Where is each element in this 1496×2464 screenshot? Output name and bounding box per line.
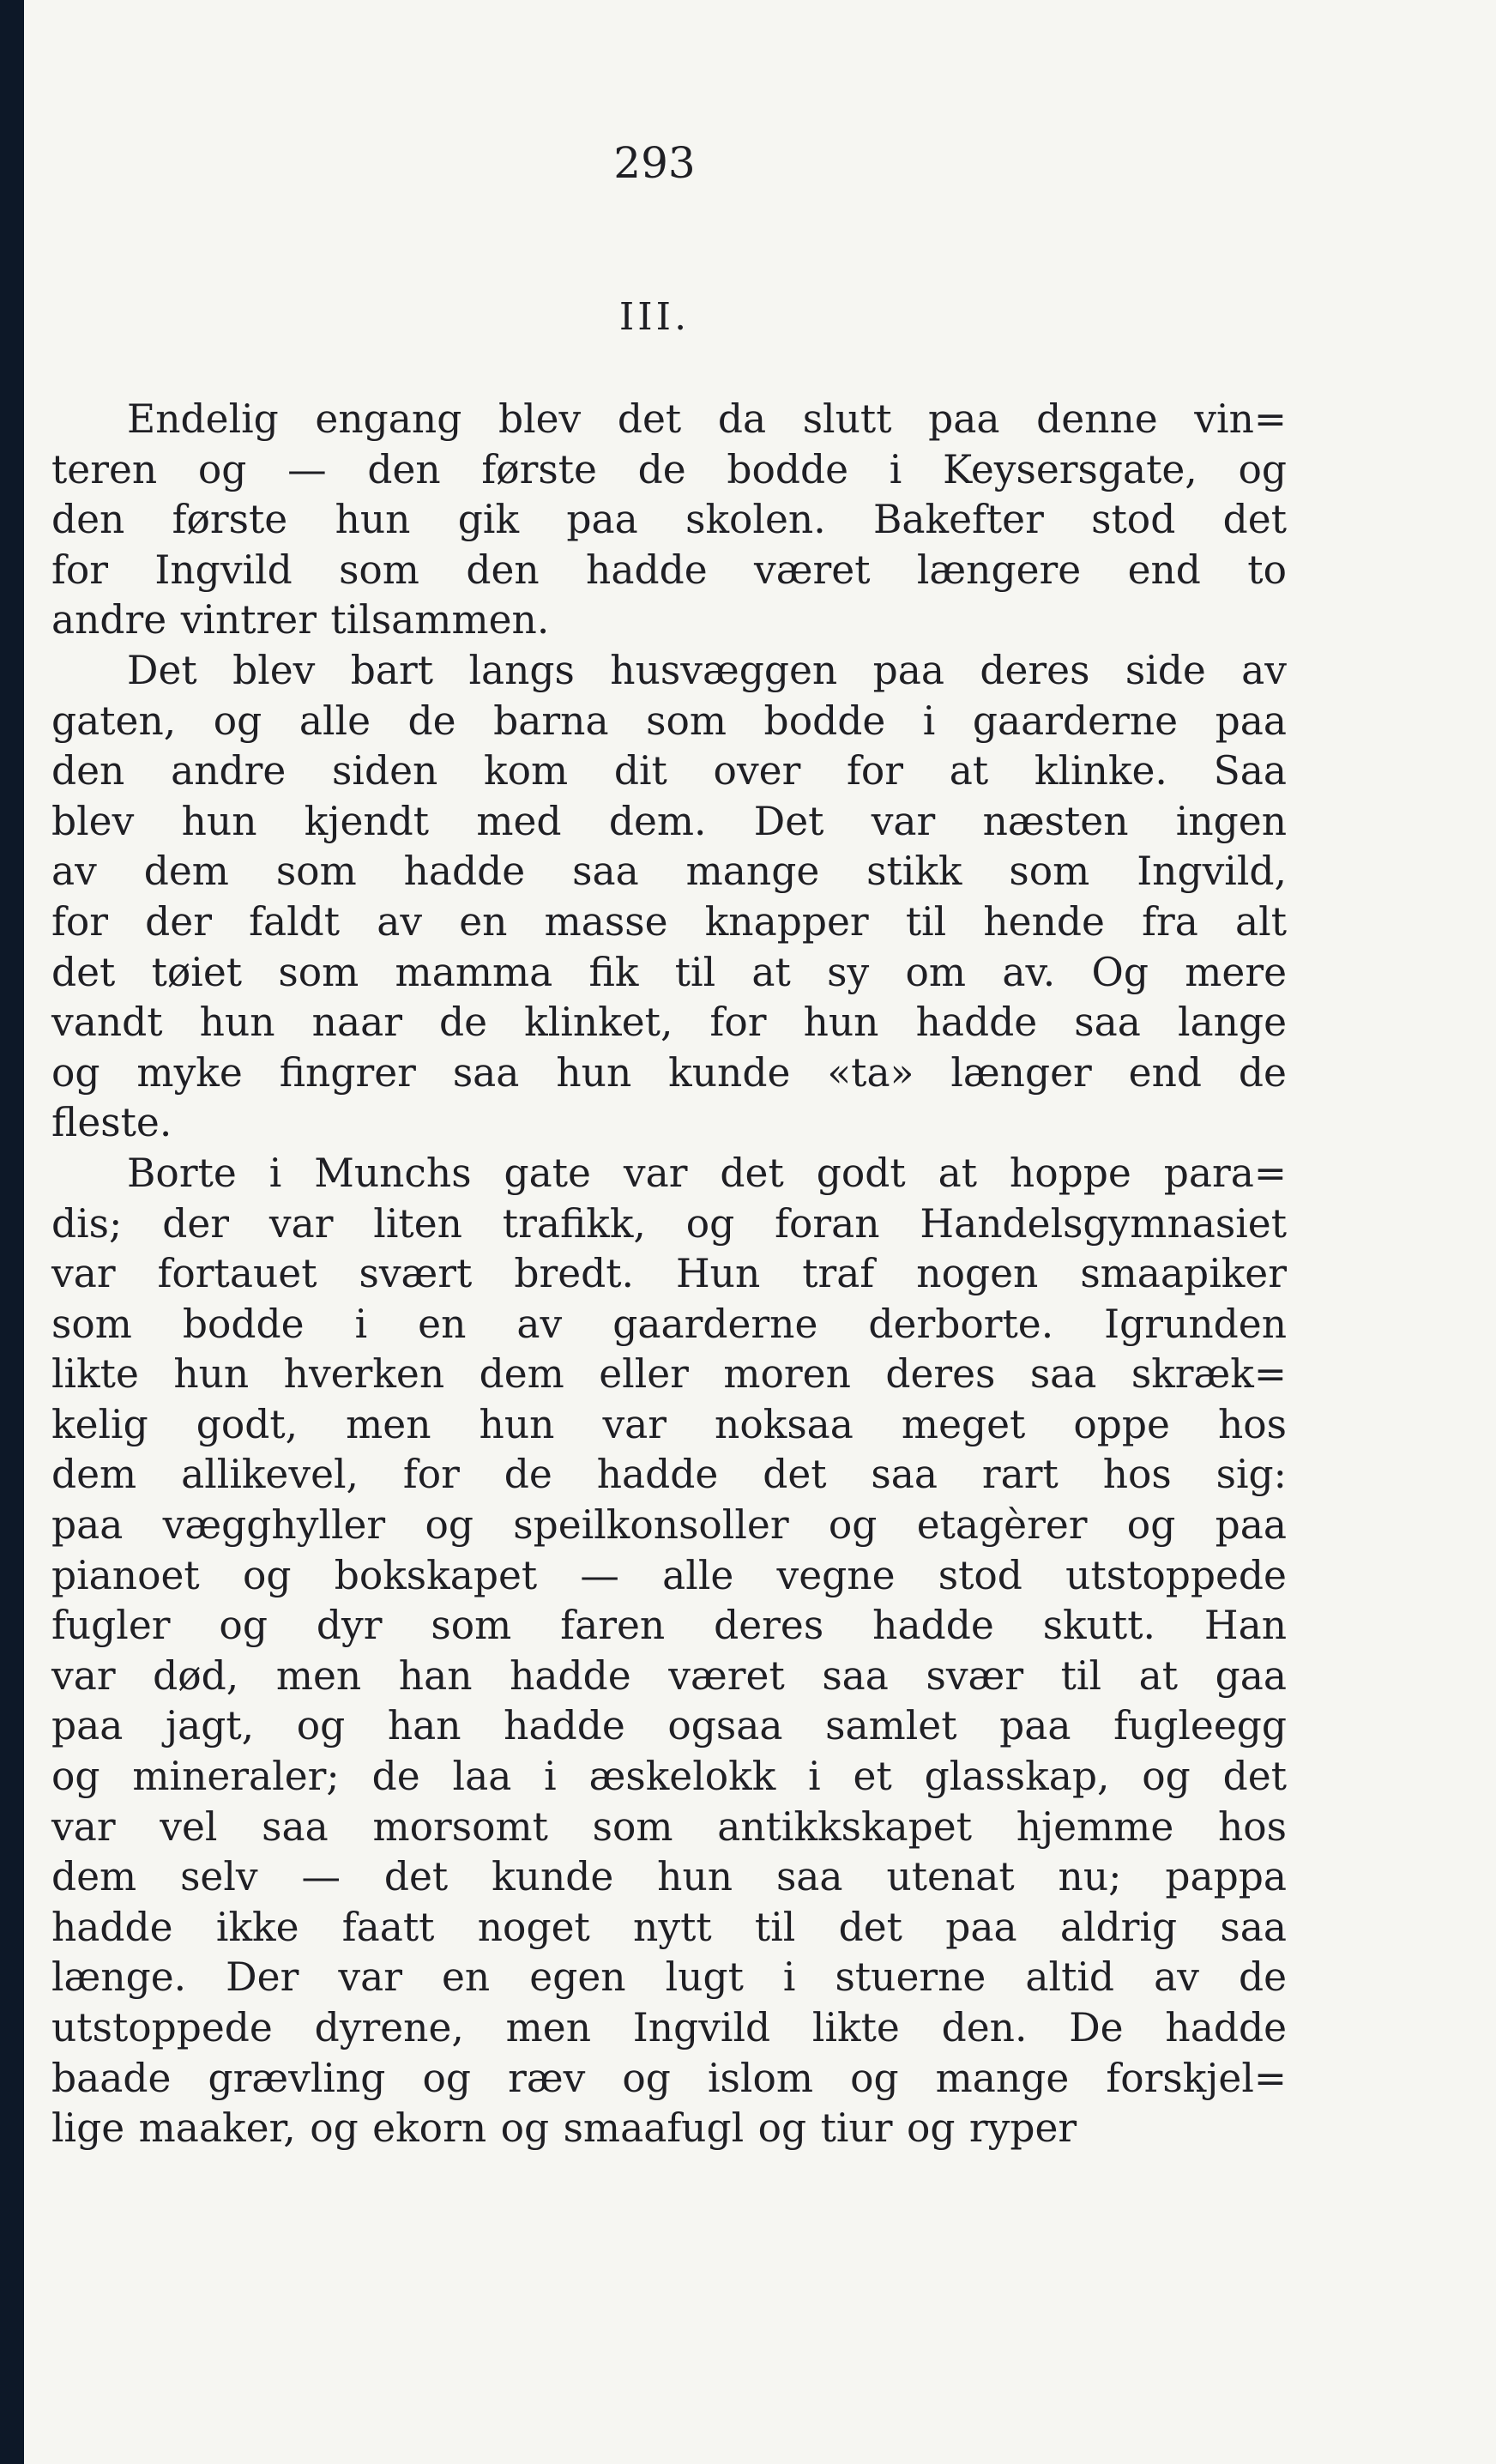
- text-line: Borte i Munchs gate var det godt at hoppe para=: [127, 1150, 1287, 1196]
- text-line: likte hun hverken dem eller moren deres saa skræk=: [51, 1351, 1287, 1398]
- text-line: andre vintrer tilsammen.: [51, 597, 550, 643]
- text-line: og mineraler; de laa i æskelokk i et glasskap, og det: [51, 1754, 1287, 1800]
- paragraph: [51, 1149, 1287, 2154]
- text-line: kelig godt, men hun var noksaa meget oppe hos: [51, 1401, 1287, 1447]
- text-line: dis; der var liten trafikk, og foran Handelsgymnasiet: [51, 1200, 1287, 1247]
- text-line: den andre siden kom dit over for at klinke. Saa: [51, 748, 1287, 794]
- text-line: længe. Der var en egen lugt i stuerne altid av de: [51, 1954, 1287, 2001]
- text-line: var fortauet svært bredt. Hun traf nogen smaapiker: [51, 1251, 1287, 1297]
- text-line: som bodde i en av gaarderne derborte. Igrunden: [51, 1301, 1287, 1347]
- text-line: vandt hun naar de klinket, for hun hadde saa lange: [51, 999, 1287, 1046]
- text-line: den første hun gik paa skolen. Bakefter stod det: [51, 497, 1287, 543]
- text-line: dem allikevel, for de hadde det saa rart hos sig:: [51, 1452, 1287, 1498]
- text-line: dem selv — det kunde hun saa utenat nu; pappa: [51, 1854, 1287, 1900]
- text-line: og myke fingrer saa hun kunde «ta» længer end de: [51, 1049, 1287, 1096]
- text-line: var vel saa morsomt som antikkskapet hjemme hos: [51, 1803, 1287, 1850]
- text-line: for der faldt av en masse knapper til hende fra alt: [51, 898, 1287, 945]
- paragraph: [51, 395, 1287, 646]
- text-line: fleste.: [51, 1100, 172, 1146]
- text-line: fugler og dyr som faren deres hadde skutt. Han: [51, 1603, 1287, 1649]
- text-line: teren og — den første de bodde i Keysersgate, og: [51, 446, 1287, 492]
- text-line: paa jagt, og han hadde ogsaa samlet paa fugleegg: [51, 1703, 1287, 1749]
- text-line: gaten, og alle de barna som bodde i gaarderne paa: [51, 698, 1287, 744]
- text-line: var død, men han hadde været saa svær til at gaa: [51, 1652, 1287, 1699]
- text-line: lige maaker, og ekorn og smaafugl og tiur og ryper: [51, 2105, 1077, 2152]
- text-line: hadde ikke faatt noget nytt til det paa aldrig saa: [51, 1904, 1287, 1950]
- text-line: paa vægghyller og speilkonsoller og etagèrer og paa: [51, 1502, 1287, 1549]
- book-page: [24, 0, 1496, 2464]
- text-line: baade grævling og ræv og islom og mange forskjel=: [51, 2055, 1287, 2101]
- text-line: for Ingvild som den hadde været længere end to: [51, 547, 1287, 593]
- text-line: av dem som hadde saa mange stikk som Ingvild,: [51, 849, 1287, 895]
- text-line: det tøiet som mamma fik til at sy om av. Og mere: [51, 949, 1287, 995]
- text-line: utstoppede dyrene, men Ingvild likte den. De hadde: [51, 2005, 1287, 2050]
- body-text: [51, 395, 1287, 2154]
- text-line: Endelig engang blev det da slutt paa denne vin=: [127, 396, 1287, 442]
- text-line: blev hun kjendt med dem. Det var næsten ingen: [51, 798, 1287, 844]
- paragraph: [51, 646, 1287, 1149]
- page-number: 293: [613, 138, 696, 188]
- text-line: Det blev bart langs husvæggen paa deres side av: [127, 647, 1287, 693]
- text-line: pianoet og bokskapet — alle vegne stod utstoppede: [51, 1552, 1287, 1598]
- chapter-heading: III.: [618, 295, 691, 339]
